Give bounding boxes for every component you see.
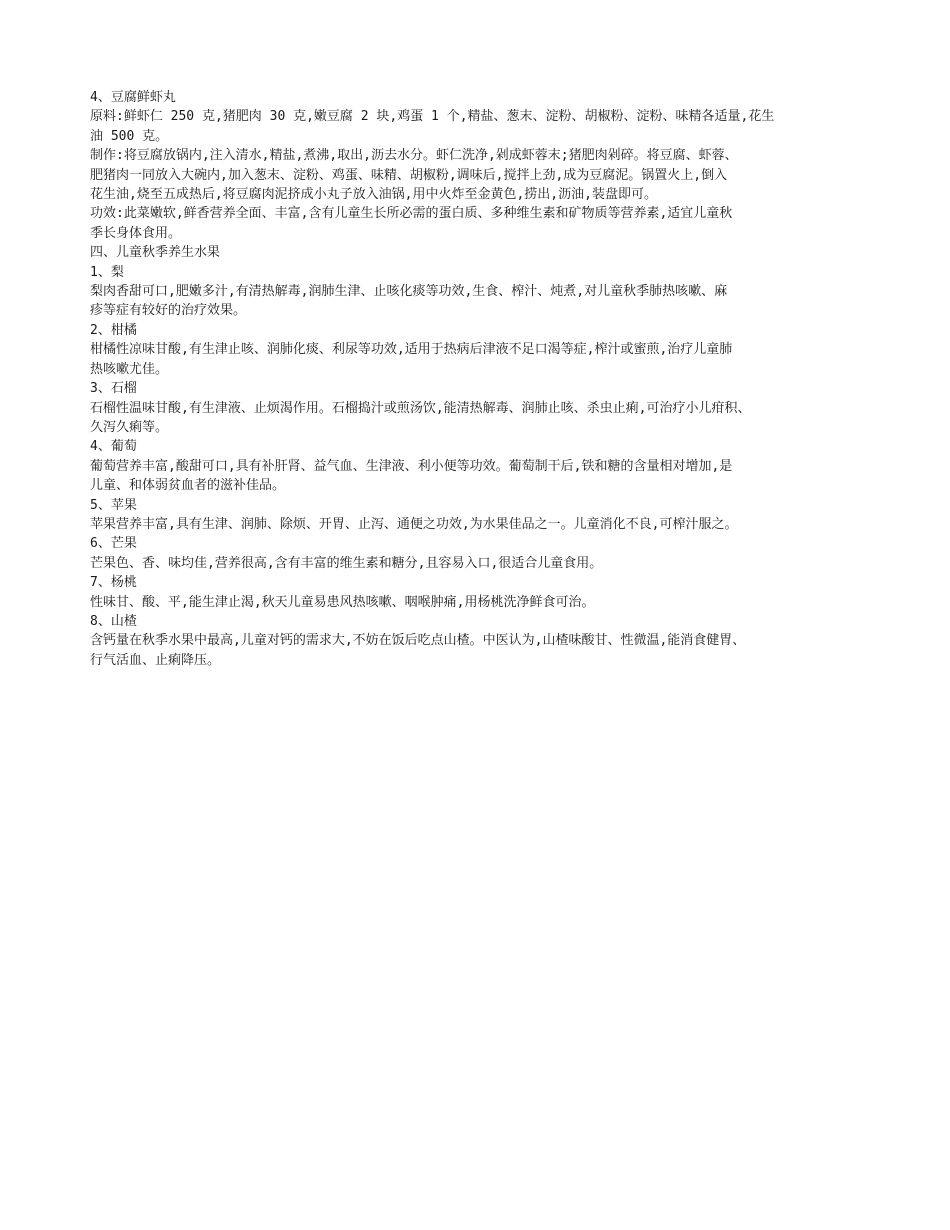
paragraph-hawthorn-cont: 行气活血、止痢降压。: [90, 652, 221, 668]
subheading-apple: 5、苹果: [90, 497, 137, 513]
paragraph-pomegranate-cont: 久泻久痢等。: [90, 419, 169, 435]
paragraph-hawthorn: 含钙量在秋季水果中最高,儿童对钙的需求大,不妨在饭后吃点山楂。中医认为,山楂味酸甘、性微温,能消食健胃、: [90, 633, 746, 649]
paragraph-pear-cont: 疹等症有较好的治疗效果。: [90, 303, 247, 319]
paragraph-pomegranate: 石榴性温味甘酸,有生津液、止烦渴作用。石榴捣汁或煎汤饮,能清热解毒、润肺止咳、杀虫止痢,可治疗小儿疳积、: [90, 400, 751, 416]
paragraph-tangerine-cont: 热咳嗽尤佳。: [90, 361, 169, 377]
ingredients-text: 原料:鲜虾仁 250 克,猪肥肉 30 克,嫩豆腐 2 块,鸡蛋 1 个,精盐、葱末、淀粉、胡椒粉、淀粉、味精各适量,花生: [90, 109, 775, 125]
paragraph-tangerine: 柑橘性凉味甘酸,有生津止咳、润肺化痰、利尿等功效,适用于热病后津液不足口渴等症,榨汁或蜜煎,治疗儿童肺: [90, 342, 733, 358]
subheading-pear: 1、梨: [90, 264, 124, 280]
subheading-starfruit: 7、杨桃: [90, 575, 137, 591]
method-text-cont: 肥猪肉一同放入大碗内,加入葱末、淀粉、鸡蛋、味精、胡椒粉,调味后,搅拌上劲,成为豆腐泥。锅置火上,倒入: [90, 167, 728, 183]
ingredients-text-cont: 油 500 克。: [90, 128, 169, 144]
subheading-pomegranate: 3、石榴: [90, 381, 137, 397]
subheading-tangerine: 2、柑橘: [90, 322, 137, 338]
paragraph-pear: 梨肉香甜可口,肥嫩多汁,有清热解毒,润肺生津、止咳化痰等功效,生食、榨汁、炖煮,对儿童秋季肺热咳嗽、麻: [90, 284, 728, 300]
paragraph-starfruit: 性味甘、酸、平,能生津止渴,秋天儿童易患风热咳嗽、咽喉肿痛,用杨桃洗净鲜食可治。: [90, 594, 595, 610]
effect-text-cont: 季长身体食用。: [90, 225, 182, 241]
paragraph-mango: 芒果色、香、味均佳,营养很高,含有丰富的维生素和糖分,且容易入口,很适合儿童食用。: [90, 555, 603, 571]
subheading-hawthorn: 8、山楂: [90, 613, 137, 629]
paragraph-grape: 葡萄营养丰富,酸甜可口,具有补肝肾、益气血、生津液、利小便等功效。葡萄制干后,铁和糖的含量相对增加,是: [90, 458, 733, 474]
effect-text: 功效:此菜嫩软,鲜香营养全面、丰富,含有儿童生长所必需的蛋白质、多种维生素和矿物质等营养素,适宜儿童秋: [90, 206, 733, 222]
method-text-cont: 花生油,烧至五成热后,将豆腐肉泥挤成小丸子放入油锅,用中火炸至金黄色,捞出,沥油,装盘即可。: [90, 187, 657, 203]
paragraph-grape-cont: 儿童、和体弱贫血者的滋补佳品。: [90, 478, 286, 494]
subheading-grape: 4、葡萄: [90, 439, 137, 455]
method-text: 制作:将豆腐放锅内,注入清水,精盐,煮沸,取出,沥去水分。虾仁洗净,剁成虾蓉末;猪肥肉剁碎。将豆腐、虾蓉、: [90, 148, 738, 164]
paragraph-apple: 苹果营养丰富,具有生津、润肺、除烦、开胃、止泻、通便之功效,为水果佳品之一。儿童消化不良,可榨汁服之。: [90, 516, 738, 532]
section-heading-fruits: 四、儿童秋季养生水果: [90, 245, 221, 261]
subheading-mango: 6、芒果: [90, 536, 137, 552]
heading-tofu-shrimp-balls: 4、豆腐鲜虾丸: [90, 90, 176, 105]
document-body: [90, 88, 878, 670]
